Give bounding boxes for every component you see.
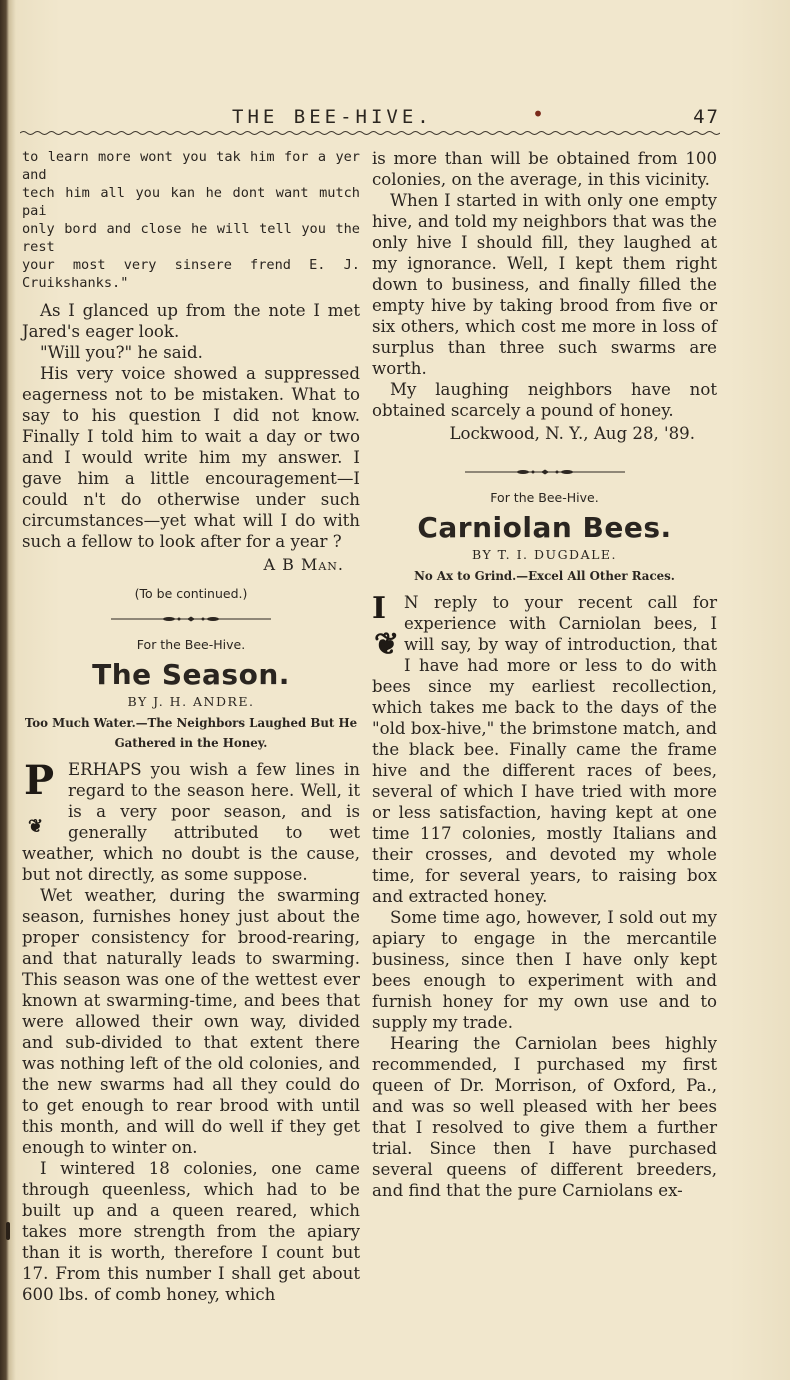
- article-first-paragraph: N reply to your recent call for experience with Carniolan bees, I will say, by way of introduction, that I have had more or less to do with bees since my earliest recollection, which takes me back to the days of the "old box-hive," the brimstone match, and the black bee. Finally came the frame hive and the different races of bees, several of which I have tried with more or less satisfaction, having kept at one time 117 colonies, mostly Italians and their crosses, and devoted my whole time, for several years, to raising box and extracted honey.: [372, 593, 717, 906]
- article-byline: BY T. I. DUGDALE.: [471, 547, 617, 562]
- article-paragraph: Hearing the Carniolan bees highly recommended, I purchased my first queen of Dr. Morrison, of Oxford, Pa., and was so well pleased with her bees that I resolved to give them a further trial. Since then I have purchased several queens of different breeders, and find that the pure Carniolans ex-: [372, 1034, 717, 1200]
- continued-note: (To be continued.): [134, 586, 248, 601]
- article-byline: BY J. H. ANDRE.: [127, 694, 255, 709]
- drop-cap: [372, 592, 400, 676]
- letter-excerpt: [22, 148, 360, 292]
- page-number: 47: [693, 106, 720, 128]
- article-paragraph: Some time ago, however, I sold out my apiary to engage in the mercantile business, since then I have only kept bees enough to experiment with and furnish honey for my own use and to supply my trade.: [372, 908, 717, 1032]
- article-title: Carniolan Bees.: [417, 511, 672, 544]
- story-paragraph: "Will you?" he said.: [40, 343, 203, 362]
- drop-cap-ornament: ❦: [28, 816, 44, 837]
- header-wavy-rule: [20, 130, 720, 136]
- article-source: For the Bee-Hive.: [490, 490, 599, 505]
- letter-line: to learn more wont you tak him for a yer and: [22, 149, 360, 183]
- article-title: The Season.: [92, 658, 290, 691]
- article-subhead: No Ax to Grind.—Excel All Other Races.: [414, 569, 675, 583]
- dateline: Lockwood, N. Y., Aug 28, '89.: [449, 424, 695, 443]
- story-paragraph: His very voice showed a suppressed eagerness not to be mistaken. What to say to his question I did not know. Finally I told him to wait a day or two and I would write him my answer. I gave him a little encouragement—I could n't do otherwise under such circumstances—yet what will I do with such a fellow to look after for a year ?: [22, 364, 360, 551]
- story-paragraph: As I glanced up from the note I met Jared's eager look.: [22, 301, 360, 341]
- article-subhead: Too Much Water.—The Neighbors Laughed But He Gathered in the Honey.: [24, 716, 358, 750]
- drop-cap-letter: I: [372, 591, 387, 626]
- right-column: [372, 148, 717, 1201]
- continuation-paragraph: When I started in with only one empty hive, and told my neighbors that was the only hive I should fill, they laughed at my ignorance. Well, I kept them right down to business, and finally filled the empty hive by taking brood from five or six others, which cost me more in loss of surplus than three such swarms are worth.: [372, 191, 717, 378]
- letter-line: only bord and close he will tell you the rest: [22, 221, 360, 255]
- article-source: For the Bee-Hive.: [136, 637, 246, 652]
- continuation-paragraph: is more than will be obtained from 100 colonies, on the average, in this vicinity.: [372, 149, 717, 189]
- journal-title: THE BEE-HIVE.: [232, 106, 433, 128]
- letter-line: your most very sinsere frend E. J. Cruikshanks.": [22, 257, 360, 291]
- article-paragraph: Wet weather, during the swarming season, furnishes honey just about the proper consistency for brood-rearing, and that naturally leads to swarming. This season was one of the wettest ever known at swarming-time, and bees that were allowed their own way, divided and sub-divided to that extent there was nothing left of the old colonies, and the new swarms had all they could do to get enough to rear brood with until this month, and will do well if they get enough to winter on.: [22, 886, 360, 1157]
- letter-line: tech him all you kan he dont want mutch pai: [22, 185, 360, 219]
- header-ornament-dot: •: [532, 102, 545, 126]
- drop-cap-ornament: ❦: [374, 627, 400, 662]
- continuation-paragraph: My laughing neighbors have not obtained scarcely a pound of honey.: [372, 380, 717, 420]
- running-header: [20, 104, 720, 128]
- article-first-paragraph: ERHAPS you wish a few lines in regard to the season here. Well, it is a very poor season, and is generally attributed to wet weather, which no doubt is the cause, but not directly, as some suppose.: [22, 760, 360, 884]
- section-divider: [111, 615, 271, 623]
- left-column: [22, 148, 360, 1305]
- drop-cap: [22, 759, 64, 841]
- drop-cap-letter: P: [24, 757, 55, 804]
- article-paragraph: I wintered 18 colonies, one came through queenless, which had to be built up and a queen reared, which takes more strength from the apiary than it is worth, therefore I count but 17. From this number I shall get about 600 lbs. of comb honey, which: [22, 1159, 360, 1304]
- section-divider: [465, 468, 625, 476]
- binding-mark: [6, 1222, 10, 1240]
- signature-name: Man.: [300, 555, 344, 574]
- signature-prefix: A B: [263, 555, 301, 574]
- signature: [22, 554, 360, 576]
